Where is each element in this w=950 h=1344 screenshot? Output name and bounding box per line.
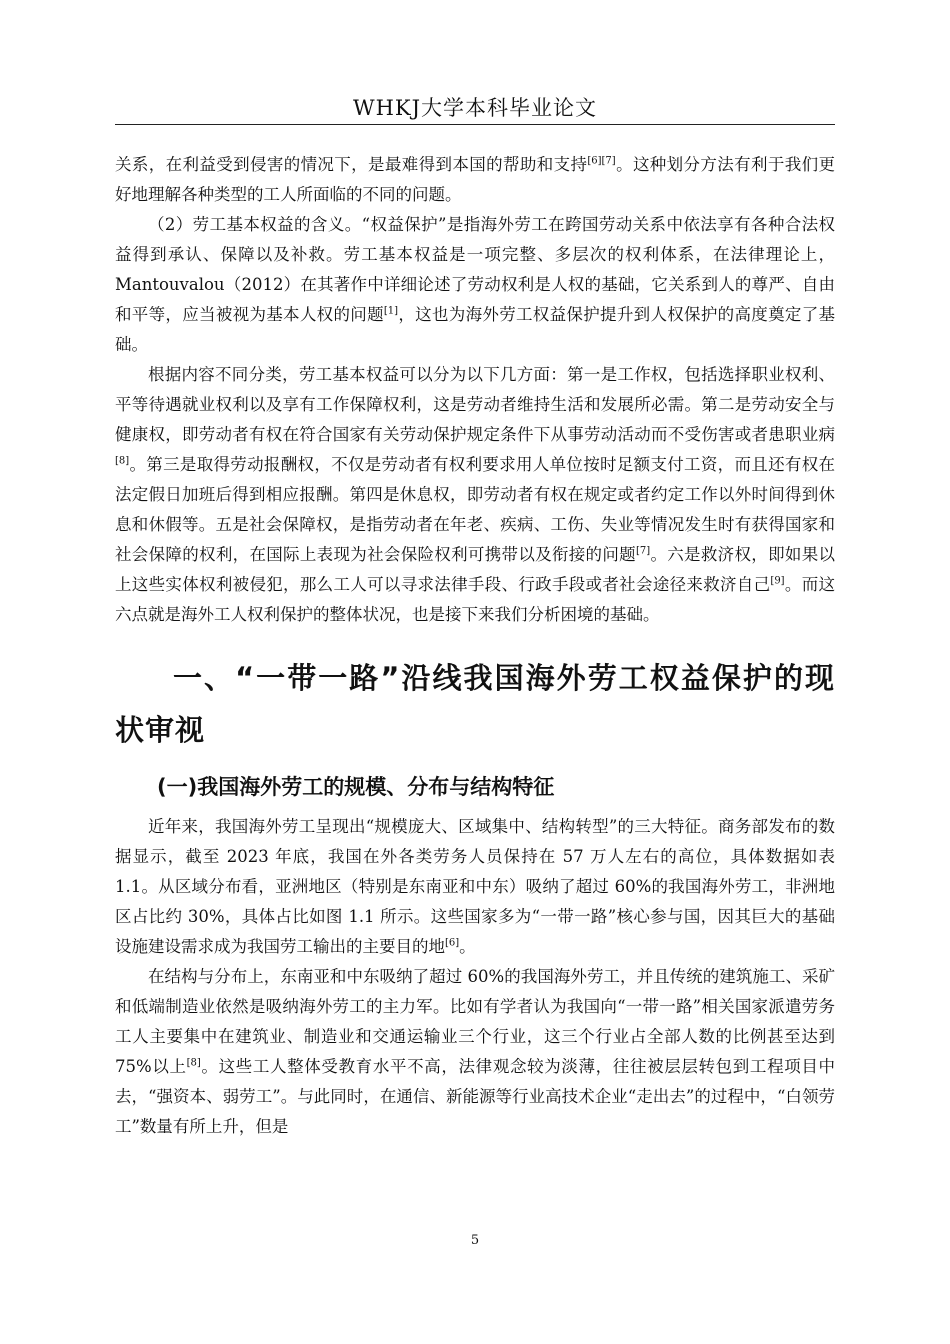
paragraph-text: （2）劳工基本权益的含义。“权益保护”是指海外劳工在跨国劳动关系中依法享有各种合法权益得到承认、保障以及补救。劳工基本权益是一项完整、多层次的权利体系，在法律理论上，Mantouvalou（2012）在其著作中详细论述了劳动权利是人权的基础，它关系到人的尊严、自由和平等，应当被视为基本人权的问题 [115, 215, 835, 324]
paragraph-text: 。而这六点就是海外工人权利保护的整体状况，也是接下来我们分析困境的基础。 [115, 575, 836, 624]
paragraph-text: ，这也为海外劳工权益保护提升到人权保护的高度奠定了基础。 [115, 305, 836, 354]
citation: [7] [635, 545, 651, 557]
citation: [8] [115, 455, 130, 467]
paragraph-text: 。第三是取得劳动报酬权，不仅是劳动者有权利要求用人单位按时足额支付工资，而且还有权在法定假日加班后得到相应报酬。第四是休息权，即劳动者有权在规定或者约定工作以外时间得到休息和休假等。五是社会保障权，是指劳动者在年老、疾病、工伤、失业等情况发生时有获得国家和社会保障的权利，在国际上表现为社会保险权利可携带以及衔接的问题 [115, 455, 835, 564]
page-number: 5 [470, 1233, 480, 1248]
citation: [6] [445, 937, 460, 949]
citation: [9] [770, 575, 785, 587]
paragraph [115, 150, 835, 210]
paragraph [115, 210, 835, 360]
subsection-title: (一)我国海外劳工的规模、分布与结构特征 [157, 775, 555, 799]
citation: [8] [186, 1057, 201, 1069]
section-title: 一、“一带一路”沿线我国海外劳工权益保护的现状审视 [115, 661, 835, 747]
paragraph-text: 在结构与分布上，东南亚和中东吸纳了超过 60%的我国海外劳工，并且传统的建筑施工、采矿和低端制造业依然是吸纳海外劳工的主力军。比如有学者认为我国向“一带一路”相关国家派遣劳务工人主要集中在建筑业、制造业和交通运输业三个行业，这三个行业占全部人数的比例甚至达到 75%以上 [115, 967, 835, 1076]
header-rule [115, 124, 835, 125]
paragraph-text: 。 [459, 937, 476, 956]
page-header: WHKJ大学本科毕业论文 [352, 96, 597, 120]
paragraph-text: 近年来，我国海外劳工呈现出“规模庞大、区域集中、结构转型”的三大特征。商务部发布的数据显示，截至 2023 年底，我国在外各类劳务人员保持在 57 万人左右的高位，具体数据如表 1.1。从区域分布看，亚洲地区（特别是东南亚和中东）吸纳了超过 60%的我国海外劳工，非洲地区占比约 30%，具体占比如图 1.1 所示。这些国家多为“一带一路”核心参与国，因其巨大的基础设施建设需求成为我国劳工输出的主要目的地 [115, 817, 835, 956]
citation: [1] [383, 305, 399, 317]
paragraph-text: 。六是救济权，即如果以上这些实体权利被侵犯，那么工人可以寻求法律手段、行政手段或者社会途径来救济自己 [115, 545, 836, 594]
paragraph [115, 962, 835, 1142]
paragraph-text: 根据内容不同分类，劳工基本权益可以分为以下几方面：第一是工作权，包括选择职业权利、平等待遇就业权利以及享有工作保障权利，这是劳动者维持生活和发展所必需。第二是劳动安全与健康权，即劳动者有权在符合国家有关劳动保护规定条件下从事劳动活动而不受伤害或者患职业病 [115, 365, 835, 444]
citation: [6][7] [587, 155, 616, 167]
paragraph [115, 360, 835, 630]
page-body [115, 150, 835, 1142]
paragraph [115, 812, 835, 962]
paragraph-text: 。这种划分方法有利于我们更好地理解各种类型的工人所面临的不同的问题。 [115, 155, 836, 204]
paragraph-text: 关系，在利益受到侵害的情况下，是最难得到本国的帮助和支持 [115, 155, 588, 174]
paragraph-text: 。这些工人整体受教育水平不高，法律观念较为淡薄，往往被层层转包到工程项目中去，“强资本、弱劳工”。与此同时，在通信、新能源等行业高技术企业“走出去”的过程中，“白领劳工”数量有所上升，但是 [115, 1057, 835, 1136]
